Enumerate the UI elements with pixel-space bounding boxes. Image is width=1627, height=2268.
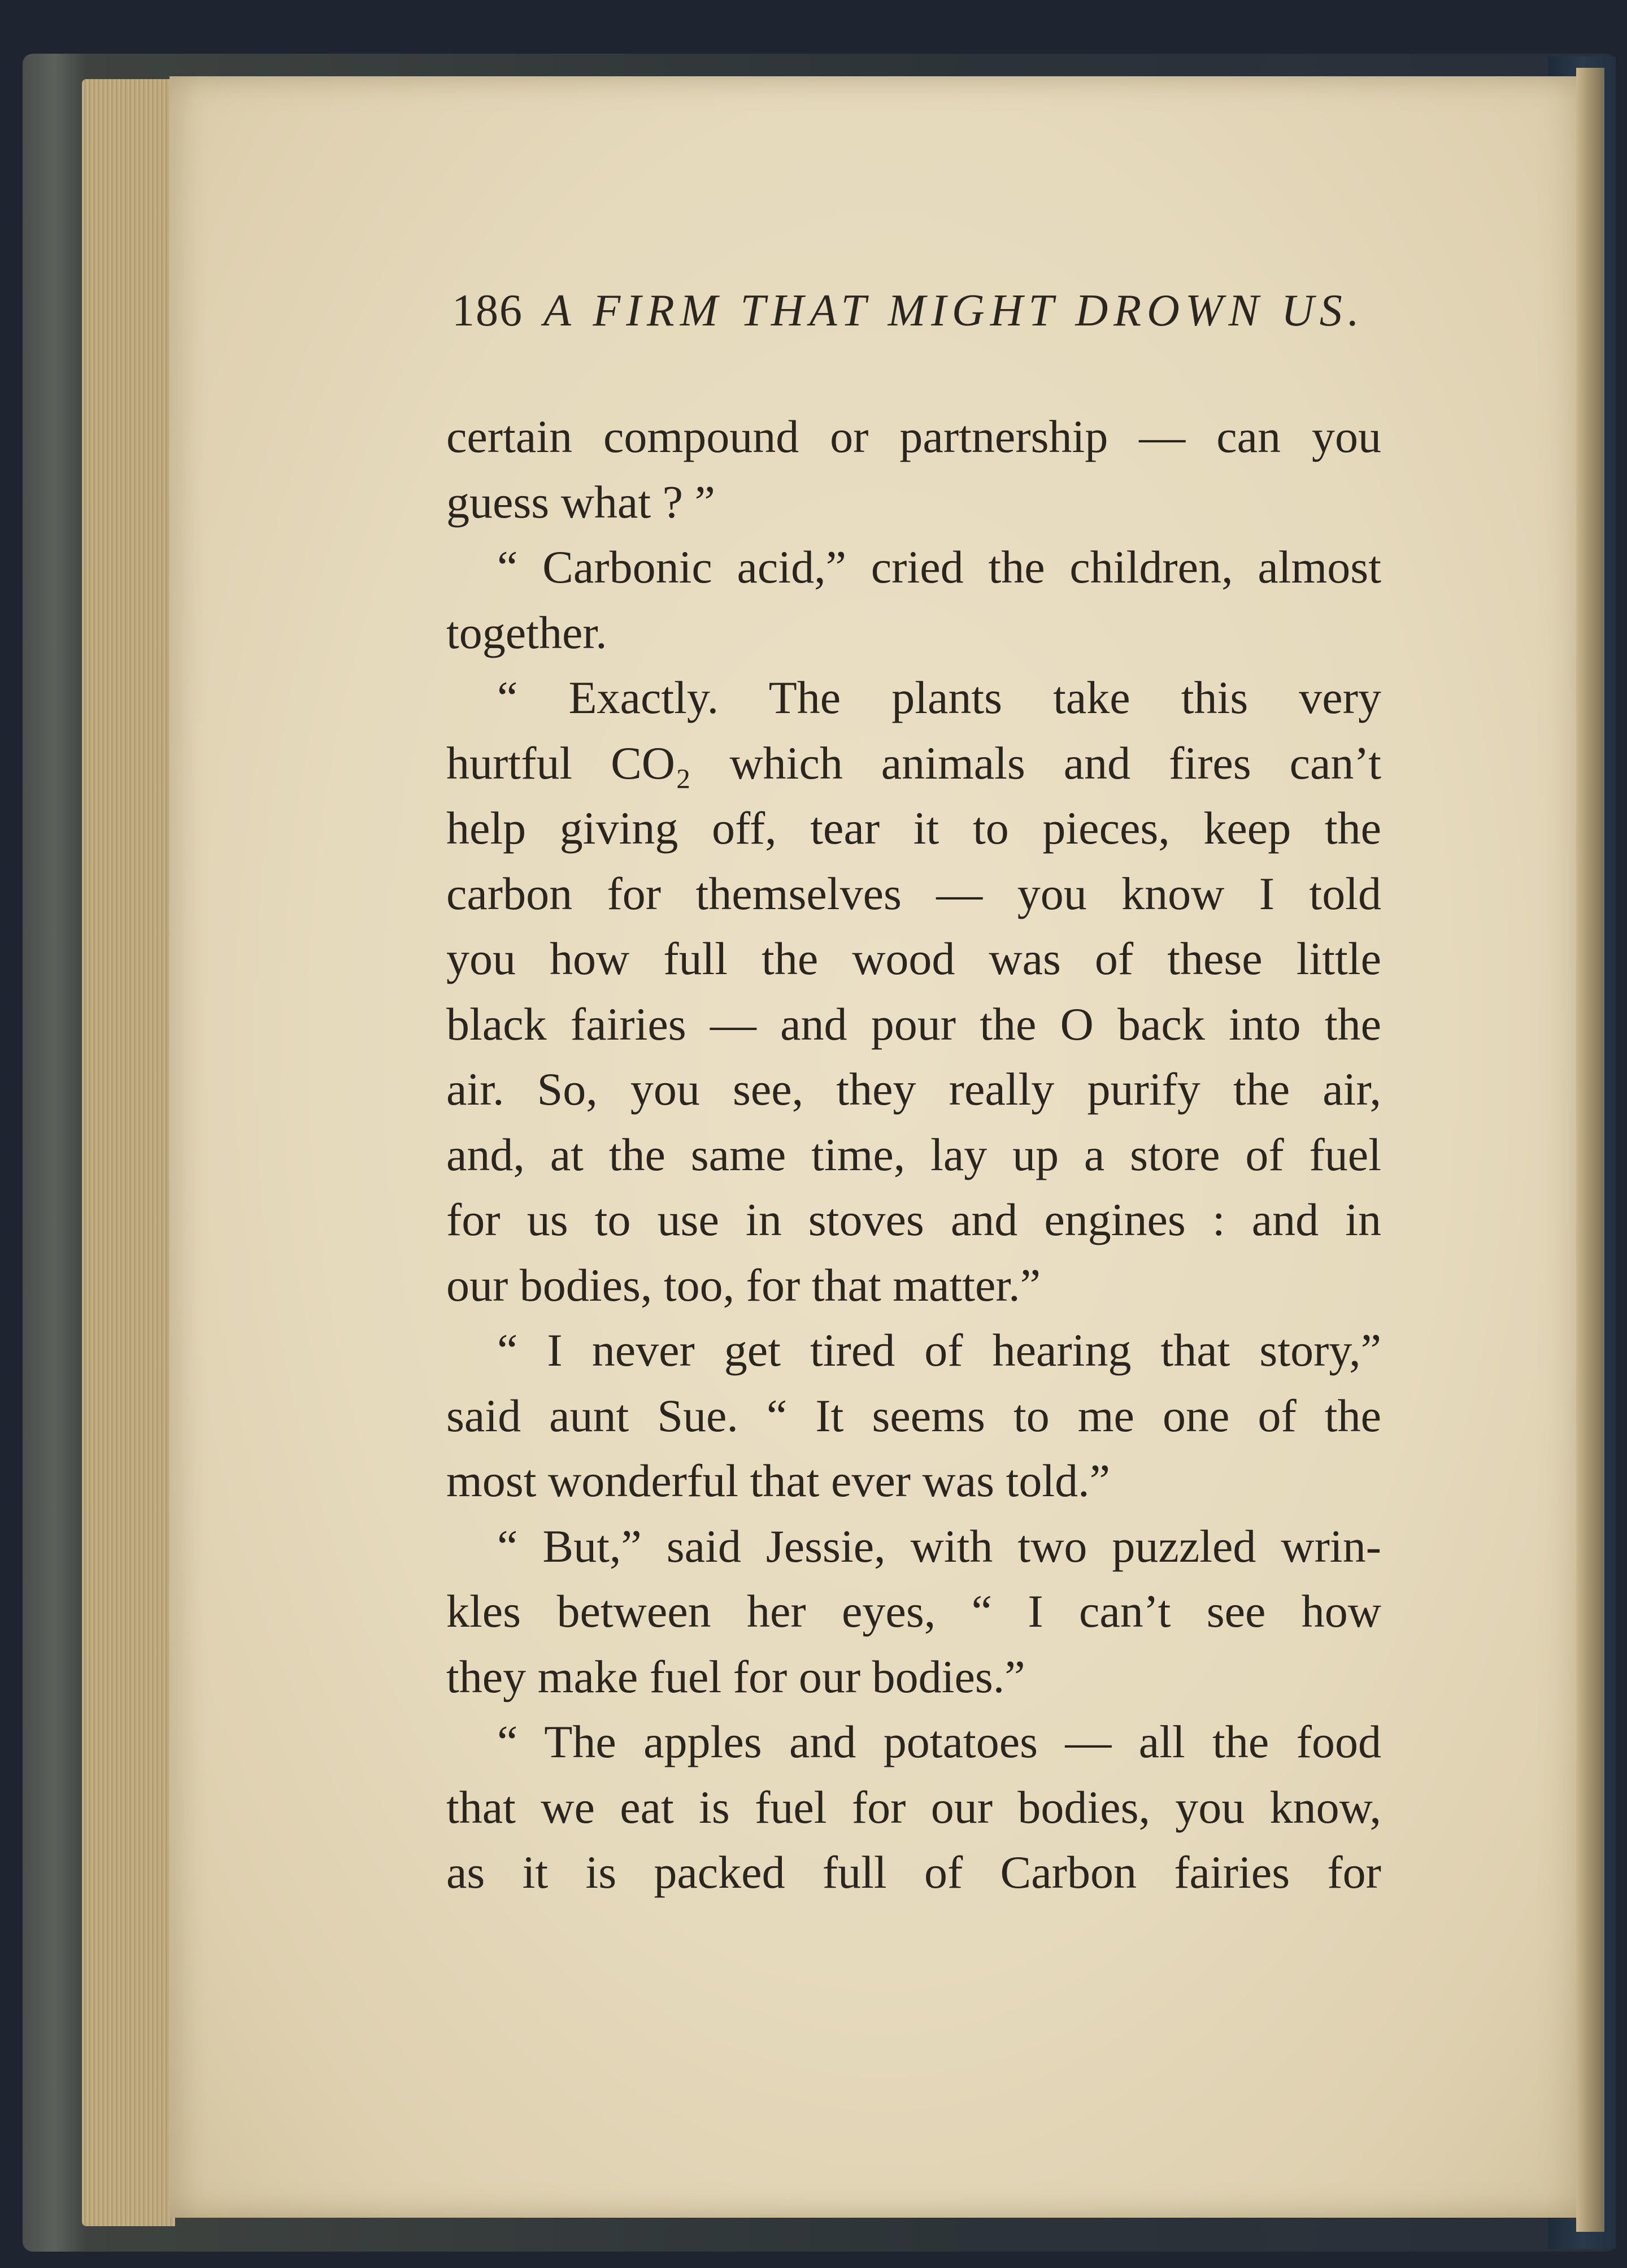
text-line: help giving off, tear it to pieces, keep the [446,802,1381,854]
text-line: they make fuel for our bodies.” [446,1650,1025,1702]
text-line: and, at the same time, lay up a store of fuel [446,1128,1381,1180]
text-line: certain compound or partnership — can you [446,411,1381,462]
text-line: for us to use in stoves and engines : and in [446,1194,1381,1245]
text-line: “ The apples and potatoes — all the food [497,1716,1381,1767]
text-line: carbon for themselves — you know I told [446,867,1381,919]
text-line: air. So, you see, they really purify the air, [446,1063,1381,1115]
text-line: hurtful CO₂ which animals and fires can’t [446,737,1381,789]
running-head [452,285,1365,336]
page-gutter [1576,68,1604,2232]
text-line: “ Exactly. The plants take this very [497,672,1381,723]
text-line: “ I never get tired of hearing that story,” [497,1324,1381,1376]
text-line: “ Carbonic acid,” cried the children, almost [497,541,1381,593]
running-title: A FIRM THAT MIGHT DROWN US. [543,286,1365,336]
text-line: said aunt Sue. “ It seems to me one of the [446,1389,1381,1441]
text-line: you how full the wood was of these little [446,933,1381,984]
body-text [446,404,1381,1905]
text-line: our bodies, too, for that matter.” [446,1259,1041,1311]
text-line: most wonderful that ever was told.” [446,1455,1111,1506]
page-block-fore-edge [82,79,175,2226]
text-line: as it is packed full of Carbon fairies for [446,1846,1381,1898]
text-line: black fairies — and pour the O back into the [446,998,1381,1050]
text-line: kles between her eyes, “ I can’t see how [446,1585,1381,1637]
text-line: that we eat is fuel for our bodies, you know, [446,1781,1381,1833]
text-line: together. [446,606,607,658]
page-number: 186 [452,286,523,336]
text-line: “ But,” said Jessie, with two puzzled wrin- [497,1520,1381,1572]
text-line: guess what ? ” [446,476,715,528]
